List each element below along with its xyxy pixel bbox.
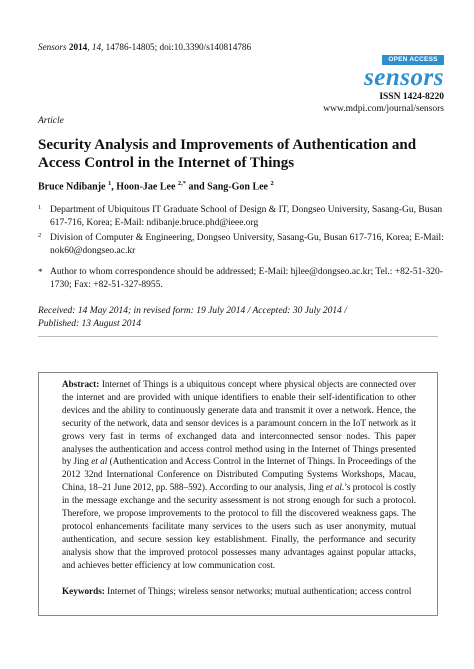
article-type: Article [38, 116, 64, 126]
author-affiliation-mark: 1 [108, 180, 112, 187]
author-affiliation-mark: 2 [270, 180, 274, 187]
journal-logo: sensors [364, 64, 444, 91]
author-name: Sang-Gon Lee [207, 181, 268, 193]
journal-name: Sensors [38, 42, 67, 52]
issn: ISSN 1424-8220 [379, 92, 444, 102]
affiliation-2 [38, 232, 448, 257]
paper-title: Security Analysis and Improvements of Authentication and Access Control in the Internet of Things [38, 137, 417, 171]
keywords-text: Internet of Things; wireless sensor networks; mutual authentication; access control [104, 586, 412, 596]
author-name: Hoon-Jae Lee [116, 181, 176, 193]
affiliation-1 [38, 204, 448, 229]
affiliation-text: Department of Ubiquitous IT Graduate School of Design & IT, Dongseo University, Sasang-Gu, Busan 617-716, Korea; E-Mail: ndibanje.bruce.phd@ieee.org [50, 205, 443, 228]
affiliation-number: 2 [38, 232, 42, 239]
abstract-part-1: Internet of Things is a ubiquitous concept where physical objects are connected over the internet and are provided with unique identifiers to enable their self-identification to other devices and the ability to continuously generate data and transmit it over a network. Hence, the security of the network, data and sensor devices is a paramount concern in the IoT network as it grows very fast in terms of exchanged data and interconnected sensor nodes. This paper analyses the authentication and access control method using in the Internet of Things presented by Jing [62, 379, 416, 467]
affiliation-text: Division of Computer & Engineering, Dongseo University, Sasang-Gu, Busan 617-716, Korea; E-Mail: nok60@dongseo.ac.kr [50, 233, 444, 256]
journal-citation: Sensors 2014, 14, 14786-14805; doi:10.3390/s140814786 [38, 42, 252, 52]
corresponding-mark: * [38, 267, 43, 277]
et-al: et al. [325, 482, 345, 493]
dates-line-1: Received: 14 May 2014; in revised form: 19 July 2014 / Accepted: 30 July 2014 / [38, 306, 347, 316]
journal-url[interactable]: www.mdpi.com/journal/sensors [323, 104, 444, 114]
et-al: et al [91, 456, 108, 467]
author-name: Bruce Ndibanje [38, 181, 106, 193]
abstract-label: Abstract: [62, 379, 100, 389]
abstract [62, 378, 416, 572]
journal-volume: 14 [91, 42, 102, 52]
journal-year: 2014 [68, 42, 88, 52]
keywords-label: Keywords: [62, 586, 105, 596]
abstract-part-3: ’s protocol is costly in the message exchange and the security assessment is not strong enough for such a protocol. Therefore, we propose improvements to the protocol to fill the discovered weakness gaps. The protocol enhancements facilitate many services to the users such as user anonymity, mutual authentication, and secure session key establishment. Finally, the performance and security analysis show that the improved protocol possesses many advantages against popular attacks, and achieves better efficiency at low communication cost. [62, 482, 416, 570]
corresponding-author [38, 266, 448, 291]
author-affiliation-mark: 2,* [177, 180, 187, 187]
publication-dates [38, 305, 448, 331]
corresponding-text: Author to whom correspondence should be addressed; E-Mail: hjlee@dongseo.ac.kr; Tel.: +82-51-320-1730; Fax: +82-51-327-8955. [50, 267, 443, 290]
open-access-badge: OPEN ACCESS [382, 55, 444, 65]
keywords [62, 585, 416, 598]
author-list: Bruce Ndibanje $^1$, Hoon-Jae Lee $^{2,*}$ and Sang-Gon Lee $^2$ [38, 180, 274, 193]
abstract-part-2: (Authentication and Access Control in the Internet of Things. In Proceedings of the 2012 32nd International Conference on Distributed Computing Systems Workshops, Macau, China, 18–21 June 2012, pp. 588–592). According to our analysis, Jing [62, 456, 416, 493]
divider [38, 336, 438, 337]
journal-citation-rest: , 14786-14805; doi:10.3390/s140814786 [101, 42, 252, 52]
dates-line-2: Published: 13 August 2014 [38, 319, 142, 329]
affiliation-number: 1 [38, 204, 42, 211]
